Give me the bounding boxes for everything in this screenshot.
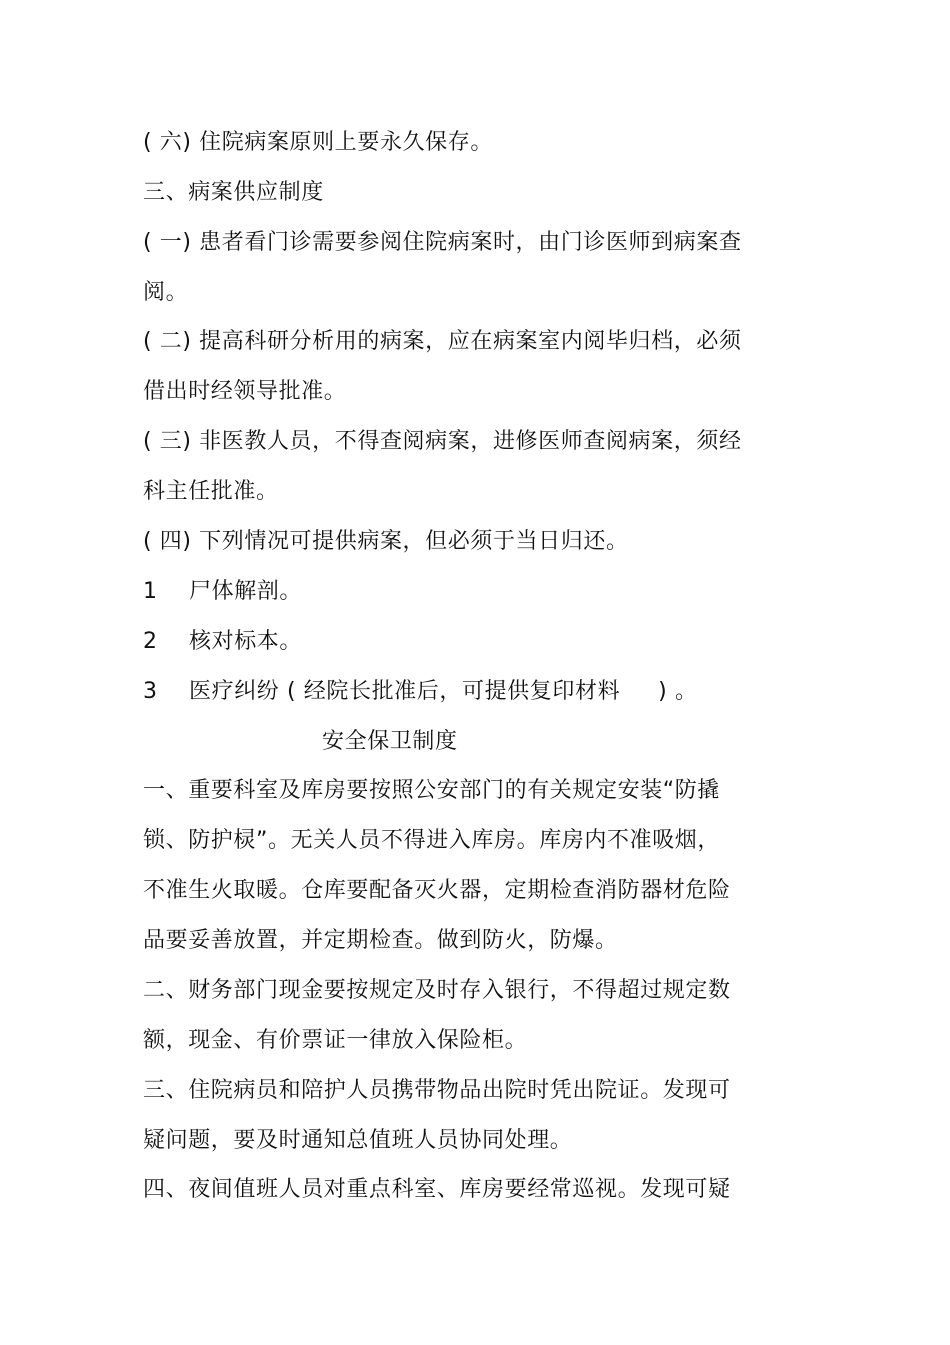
list-number: 1: [143, 579, 158, 604]
paragraph-line: 三、住院病员和陪护人员携带物品出院时凭出院证。发现可: [143, 1078, 731, 1103]
paragraph-line: 科主任批准。: [143, 479, 279, 504]
list-item: [143, 577, 302, 607]
paragraph-line: 四、夜间值班人员对重点科室、库房要经常巡视。发现可疑: [143, 1177, 731, 1202]
list-number: 3: [143, 679, 158, 704]
paragraph-line: ( 一) 患者看门诊需要参阅住院病案时，由门诊医师到病案查: [143, 230, 742, 255]
paragraph-line: 品要妥善放置，并定期检查。做到防火，防爆。: [143, 928, 618, 953]
paragraph-line: 额，现金、有价票证一律放入保险柜。: [143, 1028, 528, 1053]
list-number: 2: [143, 629, 158, 654]
paragraph-line: 二、财务部门现金要按规定及时存入银行，不得超过规定数: [143, 978, 731, 1003]
list-item: [143, 677, 698, 707]
paragraph-line: ( 二) 提高科研分析用的病案，应在病案室内阅毕归档，必须: [143, 329, 742, 354]
paragraph-line: 一、重要科室及库房要按照公安部门的有关规定安装“防撬: [143, 778, 720, 803]
section-title: 安全保卫制度: [322, 729, 458, 754]
paragraph-line: ( 三) 非医教人员，不得查阅病案，进修医师查阅病案，须经: [143, 429, 742, 454]
list-text-tail: ) 。: [658, 679, 698, 704]
section-heading: 三、病案供应制度: [143, 180, 324, 205]
paragraph-line: ( 六) 住院病案原则上要永久保存。: [143, 130, 493, 155]
paragraph-line: 锁、防护棂”。无关人员不得进入库房。库房内不准吸烟，: [143, 828, 720, 853]
paragraph-line: 疑问题，要及时通知总值班人员协同处理。: [143, 1128, 573, 1153]
list-text: 核对标本。: [189, 629, 303, 654]
list-text: 尸体解剖。: [189, 579, 303, 604]
paragraph-line: 借出时经领导批准。: [143, 379, 347, 404]
paragraph-line: 不准生火取暖。仓库要配备灭火器，定期检查消防器材危险: [143, 878, 731, 903]
paragraph-line: ( 四) 下列情况可提供病案，但必须于当日归还。: [143, 529, 629, 554]
list-item: [143, 627, 302, 657]
paragraph-line: 阅。: [143, 280, 189, 305]
list-text: 医疗纠纷 ( 经院长批准后，可提供复印材料: [189, 679, 621, 704]
